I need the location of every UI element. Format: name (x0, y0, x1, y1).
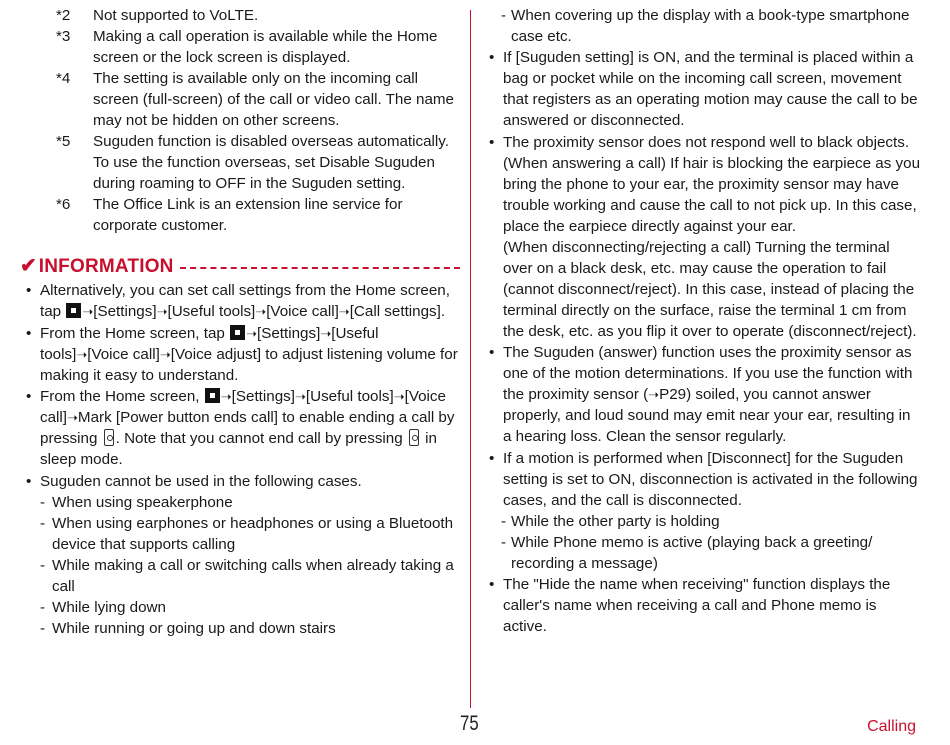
arrow-icon: ➝ (67, 410, 78, 425)
list-item (483, 511, 923, 532)
footnote-mark: *6 (56, 196, 71, 213)
bullet-mark: • (489, 133, 495, 151)
footnote-4 (20, 68, 460, 131)
footnote-text: The setting is available only on the incoming call screen (full-screen) of the call or video call. The name may not be hidden on other screens. (93, 70, 455, 129)
text-run: (When disconnecting/rejecting a call) Turning the terminal over on a black desk, etc. may cause the operation to fail (cannot disconnect/reject). In this case, instead of placing the terminal directly on the surface, raise the terminal 1 cm from the desk, etc. as you flip it over to operate (disconnect/reject). (503, 238, 917, 340)
bullet-text: If a motion is performed when [Disconnect] for the Suguden setting is set to ON, disconnection is activated in the following cases, and the call is disconnected. (503, 449, 918, 509)
dash-mark: - (40, 599, 46, 616)
power-key-icon (104, 429, 114, 446)
information-title: INFORMATION (38, 255, 174, 277)
dash-mark: - (40, 515, 46, 532)
text-run: Mark [Power button ends call] to enable ending a call by pressing (40, 409, 455, 447)
footnote-3 (20, 26, 460, 68)
dash-mark: - (501, 7, 507, 24)
footnote-text: Suguden function is disabled overseas automatically. To use the function overseas, set Disable Suguden during roaming to OFF in the Suguden setting. (93, 133, 449, 192)
list-item (20, 492, 460, 513)
footnote-mark: *2 (56, 7, 71, 24)
bullet-mark: • (26, 324, 32, 342)
text-run: [Useful tools] (305, 388, 394, 405)
text-run: The proximity sensor does not respond well to black objects. (When answering a call) If hair is blocking the earpiece as you bring the phone to your ear, the proximity sensor may have trouble working and cause the call to not pick up. In this case, place the earpiece directly against your ear. (503, 133, 921, 235)
arrow-icon: ➝ (648, 387, 660, 402)
bullet-text (40, 323, 460, 386)
arrow-icon: ➝ (246, 325, 257, 341)
text-run: [Settings] (93, 303, 157, 320)
arrow-icon: ➝ (338, 304, 350, 319)
info-bullet-call-settings (20, 280, 460, 322)
footnote-mark: *4 (56, 70, 71, 87)
info-bullet-hide-name (483, 574, 923, 637)
arrow-icon: ➝ (320, 325, 332, 341)
list-item (20, 597, 460, 618)
dash-mark: - (40, 620, 46, 637)
bullet-mark: • (489, 344, 495, 361)
text-run: [Useful tools] (167, 303, 256, 320)
list-item (483, 5, 923, 47)
text-run: [Settings] (256, 324, 321, 342)
text-run: ) soiled, you cannot answer properly, and loud sound may emit near your ear, resulting in a hearing loss. Clean the sensor regularly. (503, 386, 911, 445)
dash-mark: - (501, 513, 507, 530)
text-run: [Voice call] (40, 388, 446, 426)
list-item (20, 513, 460, 555)
text-run: [Voice call] (87, 345, 160, 363)
text-run: The Suguden (answer) function uses the proximity sensor as one of the motion determinations. If you use the function with the proximity sensor ( (503, 344, 913, 403)
arrow-icon: ➝ (393, 389, 405, 404)
information-heading (20, 252, 460, 280)
page-number: 75 (460, 712, 479, 735)
checkmark-icon: ✔ (20, 254, 37, 277)
text-run: Alternatively, you can set call settings from the Home screen, tap (40, 282, 450, 320)
dash-mark: - (40, 494, 46, 511)
column-divider (470, 10, 471, 708)
arrow-icon: ➝ (82, 304, 94, 319)
bullet-text (40, 280, 460, 322)
text-run: [Voice adjust] to adjust listening volume for making it easy to understand. (40, 345, 458, 384)
bullet-text (503, 132, 923, 342)
list-item-text: While making a call or switching calls when already taking a call (52, 557, 454, 595)
list-item-text: When using speakerphone (52, 494, 233, 511)
bullet-text: If [Suguden setting] is ON, and the terminal is placed within a bag or pocket while on the incoming call screen, movement that registers as an operating motion may cause the call to be answered or disconnected. (503, 49, 918, 129)
list-item-text: When covering up the display with a book-type smartphone case etc. (511, 7, 910, 45)
dash-mark: - (501, 534, 507, 551)
text-run: [Settings] (231, 388, 295, 405)
bullet-mark: • (26, 472, 32, 490)
text-run: [Useful tools] (40, 324, 379, 363)
dashed-rule (180, 267, 460, 269)
bullet-mark: • (489, 576, 495, 593)
text-run: in sleep mode. (40, 430, 437, 468)
footnote-text: Not supported to VoLTE. (93, 7, 259, 24)
footnote-text: The Office Link is an extension line service for corporate customer. (93, 196, 403, 234)
info-bullet-proximity-black (483, 132, 923, 342)
info-bullet-voice-adjust (20, 323, 460, 386)
info-bullet-power-button (20, 386, 460, 470)
footnote-mark: *5 (56, 133, 71, 150)
arrow-icon: ➝ (220, 389, 232, 404)
bullet-mark: • (26, 388, 32, 405)
home-key-icon (66, 303, 81, 318)
info-bullet-disconnect (483, 448, 923, 511)
bullet-text (40, 386, 460, 470)
footnote-2 (20, 5, 460, 26)
arrow-icon: ➝ (294, 389, 306, 404)
bullet-text: The "Hide the name when receiving" function displays the caller's name when receiving a call and Phone memo is active. (503, 576, 891, 635)
list-item (20, 618, 460, 639)
section-name: Calling (867, 718, 916, 735)
list-item (483, 532, 923, 574)
bullet-text: Suguden cannot be used in the following cases. (40, 472, 362, 490)
list-item-text: While running or going up and down stairs (52, 620, 336, 637)
text-run: [Call settings]. (349, 303, 446, 320)
footnote-text: Making a call operation is available while the Home screen or the lock screen is displayed. (93, 28, 438, 66)
text-run: [Voice call] (266, 303, 339, 320)
info-bullet-bag-pocket (483, 47, 923, 131)
arrow-icon: ➝ (159, 346, 171, 362)
list-item-text: While the other party is holding (511, 513, 720, 530)
left-column (20, 5, 460, 639)
right-column (483, 5, 923, 638)
power-key-icon (409, 429, 419, 446)
page-reference-link[interactable]: P29 (659, 386, 687, 403)
text-run: From the Home screen, tap (40, 324, 230, 342)
arrow-icon: ➝ (255, 304, 267, 319)
bullet-mark: • (489, 49, 495, 66)
dash-mark: - (40, 557, 46, 574)
text-run: From the Home screen, (40, 388, 204, 405)
list-item (20, 555, 460, 597)
bullet-mark: • (489, 449, 495, 467)
info-bullet-sensor-soiled (483, 342, 923, 447)
info-bullet-suguden-cases (20, 471, 460, 492)
home-key-icon (230, 325, 245, 340)
footnote-6 (20, 194, 460, 236)
text-run: . Note that you cannot end call by pressing (115, 430, 407, 447)
home-key-icon (205, 388, 220, 403)
list-item-text: While lying down (52, 599, 166, 616)
footnote-5 (20, 131, 460, 194)
list-item-text: When using earphones or headphones or using a Bluetooth device that supports calling (52, 515, 454, 553)
bullet-text (503, 342, 923, 447)
bullet-mark: • (26, 282, 32, 299)
footnote-mark: *3 (56, 28, 71, 45)
arrow-icon: ➝ (76, 346, 88, 362)
arrow-icon: ➝ (156, 304, 168, 319)
list-item-text: While Phone memo is active (playing back a greeting/ recording a message) (511, 534, 873, 572)
